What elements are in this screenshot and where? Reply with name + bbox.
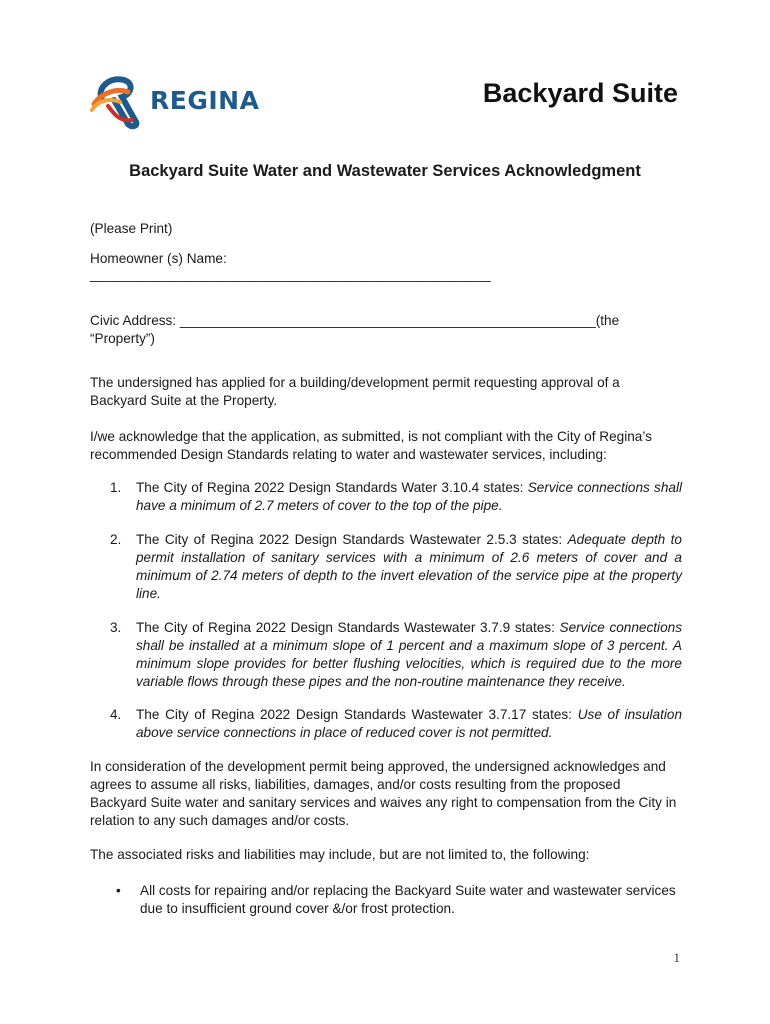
please-print-note: (Please Print): [90, 221, 173, 236]
acknowledge-paragraph-line-2: recommended Design Standards relating to water and wastewater services, including:: [90, 447, 607, 462]
applied-paragraph-line-2: Backyard Suite at the Property.: [90, 393, 278, 408]
standard-item: [110, 479, 682, 515]
standard-number: 2.: [110, 532, 122, 547]
standard-item: [110, 531, 682, 603]
page-number: 1: [673, 950, 680, 965]
property-label: “Property”): [90, 331, 155, 346]
bullet-marker: •: [116, 883, 121, 898]
standard-quote: Use of insulation above service connections in place of reduced cover is not permitted.: [136, 707, 683, 740]
standard-number: 4.: [110, 707, 122, 722]
applied-paragraph-line-1: The undersigned has applied for a building/development permit requesting approval of a: [90, 375, 620, 390]
homeowner-label: Homeowner (s) Name:: [90, 251, 227, 266]
homeowner-name-field[interactable]: _____________________________________________________: [90, 267, 491, 282]
standard-lead: The City of Regina 2022 Design Standards Water 3.10.4 states:: [136, 480, 528, 495]
document-title: Backyard Suite Water and Wastewater Services Acknowledgment: [129, 162, 641, 180]
header-title: Backyard Suite: [482, 78, 678, 108]
risks-paragraph: The associated risks and liabilities may include, but are not limited to, the following:: [90, 847, 590, 862]
standard-number: 3.: [110, 620, 122, 635]
standard-lead: The City of Regina 2022 Design Standards Wastewater 3.7.9 states:: [136, 620, 560, 635]
consideration-paragraph: In consideration of the development permit being approved, the undersigned acknowledges and agrees to assume all risks, liabilities, damages, and/or costs resulting from the proposed Backyard Suite water and sanitary services and waives any right to compensation from the City in relation to any such damages and/or costs.: [90, 759, 677, 828]
standard-lead: The City of Regina 2022 Design Standards Wastewater 3.7.17 states:: [136, 707, 578, 722]
civic-address-field[interactable]: Civic Address: _______________________________________________________(the: [90, 313, 620, 328]
logo-wordmark: REGINA: [150, 86, 260, 115]
bullet-item: All costs for repairing and/or replacing the Backyard Suite water and wastewater services due to insufficient ground cover &/or frost protection.: [140, 883, 676, 916]
standard-quote: Service connections shall be installed at a minimum slope of 1 percent and a maximum slope of 3 percent. A minimum slope provides for better flushing velocities, which is required due to the more variable flows through these pipes and the non-routine maintenance they receive.: [136, 620, 682, 689]
standard-item: [110, 619, 682, 691]
acknowledge-paragraph-line-1: I/we acknowledge that the application, as submitted, is not compliant with the City of Regina’s: [90, 429, 652, 444]
standard-lead: The City of Regina 2022 Design Standards Wastewater 2.5.3 states:: [136, 532, 568, 547]
standard-number: 1.: [110, 480, 122, 495]
standard-quote: Adequate depth to permit installation of sanitary services with a minimum of 2.6 meters of cover and a minimum of 2.74 meters of depth to the invert elevation of the service pipe at the property line.: [136, 532, 682, 601]
standard-quote: Service connections shall have a minimum of 2.7 meters of cover to the top of the pipe.: [136, 480, 682, 513]
standard-item: [110, 706, 682, 742]
